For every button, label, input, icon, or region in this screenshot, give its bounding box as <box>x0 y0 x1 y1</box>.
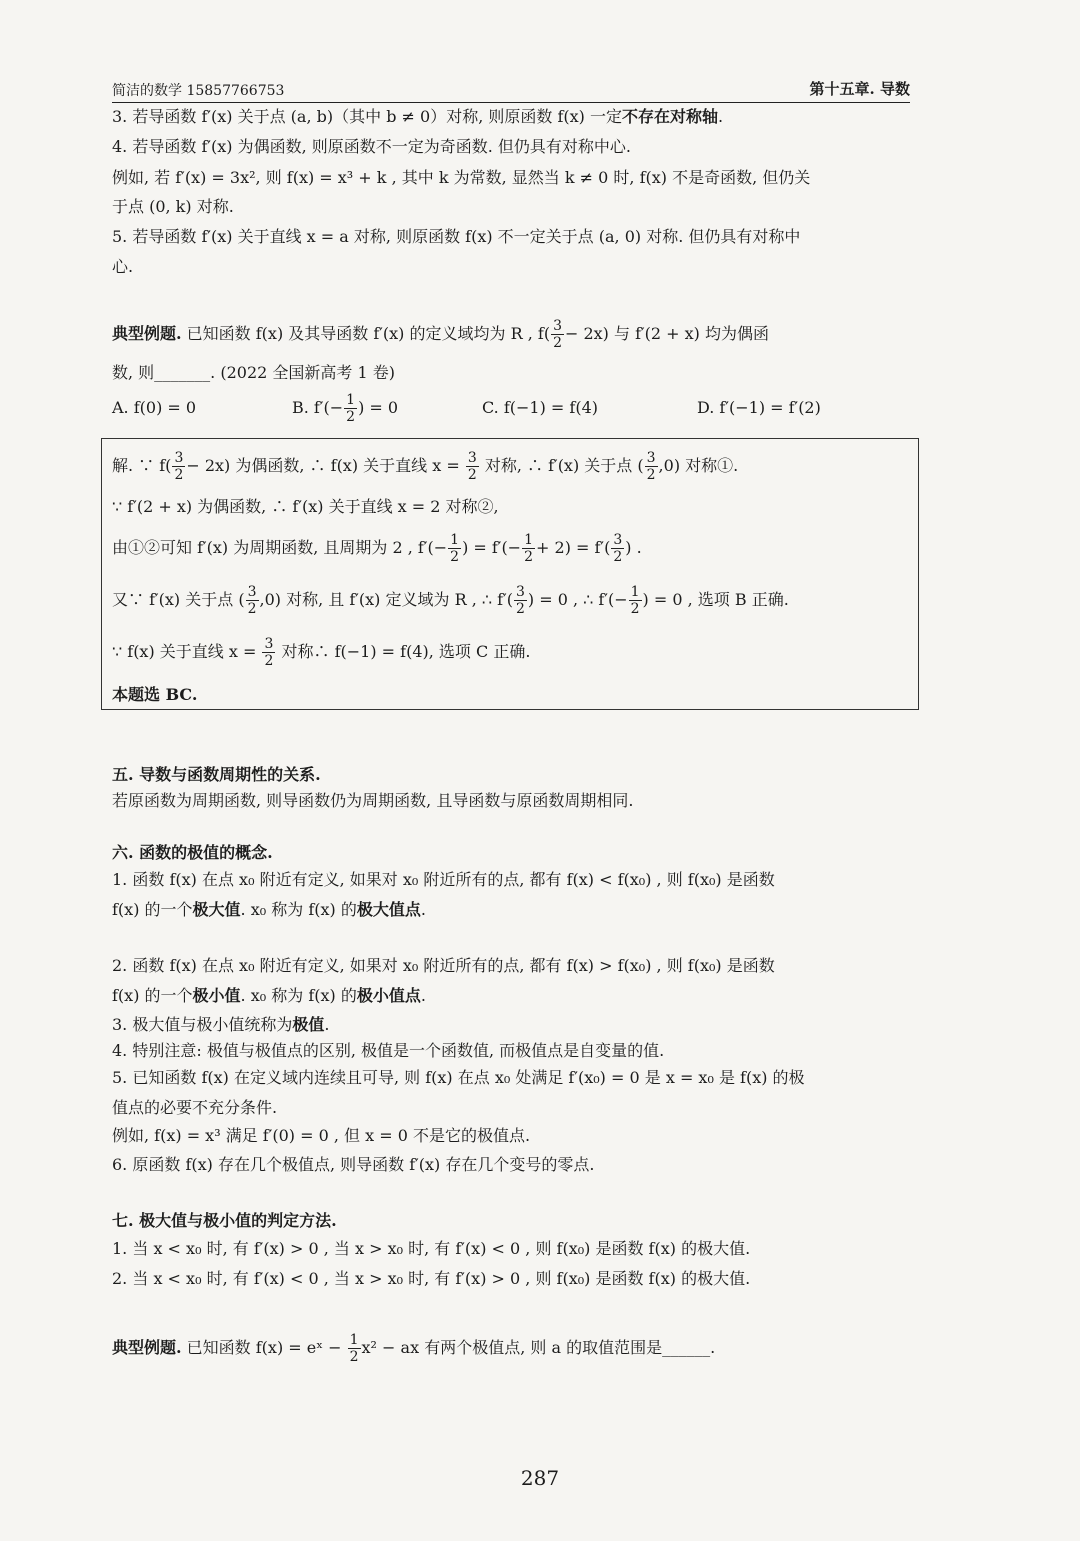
section6-title: 六. 函数的极值的概念. <box>112 843 273 862</box>
section7-item1: 1. 当 x < x₀ 时, 有 f′(x) > 0 , 当 x > x₀ 时, 有 f′(x) < 0 , 则 f(x₀) 是函数 f(x) 的极大值. <box>112 1239 751 1258</box>
fraction-1-2: $\frac{1}{2}$ <box>349 1332 359 1365</box>
fraction-1-2: $\frac{1}{2}$ <box>630 584 640 617</box>
example-line-2: 于点 (0, k) 对称. <box>112 197 234 216</box>
fraction-3-2: $\frac{3}{2}$ <box>515 584 525 617</box>
page-number: 287 <box>520 1466 560 1490</box>
header-left: 简洁的数学 15857766753 <box>112 83 285 99</box>
item-5-cont: 心. <box>112 257 134 276</box>
page-header <box>112 78 910 103</box>
solution-line-3: 由①②可知 f′(x) 为周期函数, 且周期为 2 , f′(− $\frac{1}{2}$ ) = f′(− $\frac{1}{2}$ + 2) = f′( $\frac{3}{2}$ ) . <box>112 532 642 565</box>
fraction-3-2: $\frac{3}{2}$ <box>174 450 184 483</box>
section6-item6: 6. 原函数 f(x) 存在几个极值点, 则导函数 f′(x) 存在几个变号的零点. <box>112 1155 595 1174</box>
section6-item1-cont: f(x) 的一个极大值. x₀ 称为 f(x) 的极大值点. <box>112 900 426 919</box>
fraction-1-2: $\frac{1}{2}$ <box>450 532 460 565</box>
fraction-3-2: $\frac{3}{2}$ <box>264 636 274 669</box>
item-5: 5. 若导函数 f′(x) 关于直线 x = a 对称, 则原函数 f(x) 不一定关于点 (a, 0) 对称. 但仍具有对称中 <box>112 227 801 246</box>
solution-line-1: 解. ∵ f( $\frac{3}{2}$ − 2x) 为偶函数, ∴ f(x) 关于直线 x = $\frac{3}{2}$ 对称, ∴ f′(x) 关于点 ( $\frac{3}{2}$ ,0) 对称①. <box>112 450 739 483</box>
section6-item5-cont: 值点的必要不充分条件. <box>112 1098 278 1117</box>
section6-item1: 1. 函数 f(x) 在点 x₀ 附近有定义, 如果对 x₀ 附近所有的点, 都有 f(x) < f(x₀) , 则 f(x₀) 是函数 <box>112 870 775 889</box>
section6-item5: 5. 已知函数 f(x) 在定义域内连续且可导, 则 f(x) 在点 x₀ 处满足 f′(x₀) = 0 是 x = x₀ 是 f(x) 的极 <box>112 1068 805 1087</box>
item-4: 4. 若导函数 f′(x) 为偶函数, 则原函数不一定为奇函数. 但仍具有对称中心. <box>112 137 632 156</box>
fraction-1-2: $\frac{1}{2}$ <box>346 392 356 425</box>
solution-line-2: ∵ f′(2 + x) 为偶函数, ∴ f′(x) 关于直线 x = 2 对称②, <box>112 497 499 516</box>
fraction-1-2: $\frac{1}{2}$ <box>524 532 534 565</box>
solution-line-4: 又∵ f′(x) 关于点 ( $\frac{3}{2}$ ,0) 对称, 且 f′(x) 定义域为 R , ∴ f′( $\frac{3}{2}$ ) = 0 , ∴ f′(− $\frac{1}{2}$ ) = 0 , 选项 B 正确. <box>112 584 789 617</box>
header-chapter: 第十五章. 导数 <box>809 80 910 98</box>
section6-item4: 4. 特别注意: 极值与极值点的区别, 极值是一个函数值, 而极值点是自变量的值. <box>112 1041 665 1060</box>
section6-item2: 2. 函数 f(x) 在点 x₀ 附近有定义, 如果对 x₀ 附近所有的点, 都有 f(x) > f(x₀) , 则 f(x₀) 是函数 <box>112 956 775 975</box>
option-a: A. f(0) = 0 <box>112 398 197 417</box>
option-b: B. f′(− $\frac{1}{2}$ ) = 0 <box>292 392 399 425</box>
fraction-3-2: $\frac{3}{2}$ <box>467 450 477 483</box>
fraction-3-2: $\frac{3}{2}$ <box>247 584 257 617</box>
solution-answer: 本题选 BC. <box>112 685 198 704</box>
section6-example: 例如, f(x) = x³ 满足 f′(0) = 0 , 但 x = 0 不是它的极值点. <box>112 1126 531 1145</box>
example-line-1: 例如, 若 f′(x) = 3x², 则 f(x) = x³ + k , 其中 k 为常数, 显然当 k ≠ 0 时, f(x) 不是奇函数, 但仍关 <box>112 168 811 187</box>
section7-title: 七. 极大值与极小值的判定方法. <box>112 1211 337 1230</box>
section6-item2-cont: f(x) 的一个极小值. x₀ 称为 f(x) 的极小值点. <box>112 986 426 1005</box>
section5-title: 五. 导数与函数周期性的关系. <box>112 765 321 784</box>
option-d: D. f′(−1) = f′(2) <box>697 398 821 417</box>
fraction-3-2: $\frac{3}{2}$ <box>613 532 623 565</box>
example1-question-line1: 典型例题. 已知函数 f(x) 及其导函数 f′(x) 的定义域均为 R , f( $\frac{3}{2}$ − 2x) 与 f′(2 + x) 均为偶函 <box>112 318 770 351</box>
section7-item2: 2. 当 x < x₀ 时, 有 f′(x) < 0 , 当 x > x₀ 时, 有 f′(x) > 0 , 则 f(x₀) 是函数 f(x) 的极大值. <box>112 1269 751 1288</box>
fraction-3-2: $\frac{3}{2}$ <box>553 318 562 351</box>
option-c: C. f(−1) = f(4) <box>482 398 598 417</box>
fraction-3-2: $\frac{3}{2}$ <box>646 450 656 483</box>
example2-question: 典型例题. 已知函数 f(x) = eˣ − $\frac{1}{2}$ x² − ax 有两个极值点, 则 a 的取值范围是______. <box>112 1332 716 1365</box>
example1-question-line2: 数, 则_______. (2022 全国新高考 1 卷) <box>112 363 395 382</box>
solution-line-5: ∵ f(x) 关于直线 x = $\frac{3}{2}$ 对称∴ f(−1) = f(4), 选项 C 正确. <box>112 636 531 669</box>
section6-item3: 3. 极大值与极小值统称为极值. <box>112 1015 330 1034</box>
section5-text: 若原函数为周期函数, 则导函数仍为周期函数, 且导函数与原函数周期相同. <box>112 791 634 810</box>
item-3: 3. 若导函数 f′(x) 关于点 (a, b)（其中 b ≠ 0）对称, 则原函数 f(x) 一定不存在对称轴. <box>112 107 724 126</box>
